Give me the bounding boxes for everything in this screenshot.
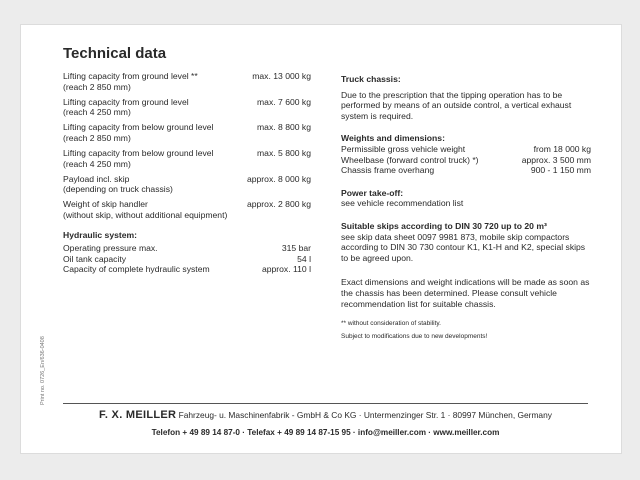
spec-value: approx. 3 500 mm [521,154,591,165]
footnote-modifications: Subject to modifications due to new developments! [341,333,488,341]
spec-label: Capacity of complete hydraulic system [63,264,210,275]
company-address: Fahrzeug- u. Maschinenfabrik - GmbH & Co KG · Untermenzinger Str. 1 · 80997 München, Germany [178,410,552,420]
print-number: Print no. 0726_En/636-0408 [40,336,46,405]
spec-label: Lifting capacity from below ground level [63,122,214,133]
skips-heading: Suitable skips according to DIN 30 720 up to 20 m³ [341,220,547,231]
spec-sub: (reach 2 850 mm) [63,132,131,143]
spec-sub: (without skip, without additional equipment) [63,210,228,221]
spec-value: 315 bar [281,243,311,254]
spec-value: max. 8 800 kg [257,122,311,133]
spec-label: Lifting capacity from below ground level [63,148,214,159]
spec-value: approx. 110 l [261,264,311,275]
spec-label: Oil tank capacity [63,253,127,264]
skips-text: see skip data sheet 0097 9981 873, mobile skip compactors according to DIN 30 730 contour K1, K1-H and K2, special skips to be agreed upon. [341,231,586,263]
spec-label: Wheelbase (forward control truck) *) [341,154,479,165]
spec-item [63,122,311,143]
spec-item [63,71,311,92]
spec-value: 54 l [297,253,311,264]
spec-label: Lifting capacity from ground level ** [63,71,198,81]
truck-chassis-heading: Truck chassis: [341,74,401,84]
spec-label: Chassis frame overhang [341,165,435,176]
spec-value: approx. 8 000 kg [246,173,311,184]
footer-divider [63,403,588,404]
spec-sub: (depending on truck chassis) [63,184,173,195]
spec-label: Operating pressure max. [63,243,158,254]
hydraulic-heading: Hydraulic system: [63,229,138,240]
right-column [341,74,591,341]
weights-row [341,144,591,155]
spec-sub: (reach 4 250 mm) [63,107,131,118]
spec-item [63,97,311,118]
spec-item [63,148,311,169]
spec-value: 900 - 1 150 mm [530,165,591,176]
weights-row [341,165,591,176]
spec-label: Permissible gross vehicle weight [341,143,466,154]
hydraulic-row [63,243,311,254]
spec-label: Weight of skip handler [63,199,148,210]
spec-value: max. 7 600 kg [257,96,311,107]
spec-value: max. 5 800 kg [257,148,311,159]
spec-value: from 18 000 kg [533,143,591,154]
footer-contact-line: Telefon + 49 89 14 87-0 · Telefax + 49 89 14 87-15 95 · info@meiller.com · www.meiller.com [151,428,500,437]
brand-name: F. X. MEILLER [99,409,177,421]
weights-row [341,155,591,166]
spec-sub: (reach 4 250 mm) [63,158,131,169]
weights-heading: Weights and dimensions: [341,133,445,144]
footnote-stability: ** without consideration of stability. [341,320,441,328]
spec-sub: (reach 2 850 mm) [63,81,131,92]
left-column [63,71,311,275]
truck-chassis-text: Due to the prescription that the tipping operation has to be performed by means of an outside control, a vertical exhaust system is required. [341,89,572,121]
spec-item [63,174,311,195]
power-text: see vehicle recommendation list [341,198,464,209]
footer-company-line [63,409,588,421]
power-heading: Power take-off: [341,187,404,198]
exact-note: Exact dimensions and weight indications will be made as soon as the chassis has been determined. Please consult vehicle recommendation list for suitable chassis. [341,277,590,309]
spec-item [63,199,311,220]
spec-label: Payload incl. skip [63,173,130,184]
hydraulic-row [63,254,311,265]
spec-value: max. 13 000 kg [252,71,311,81]
hydraulic-row [63,264,311,275]
spec-label: Lifting capacity from ground level [63,96,189,107]
page-title: Technical data [63,45,167,62]
spec-value: approx. 2 800 kg [246,199,311,210]
